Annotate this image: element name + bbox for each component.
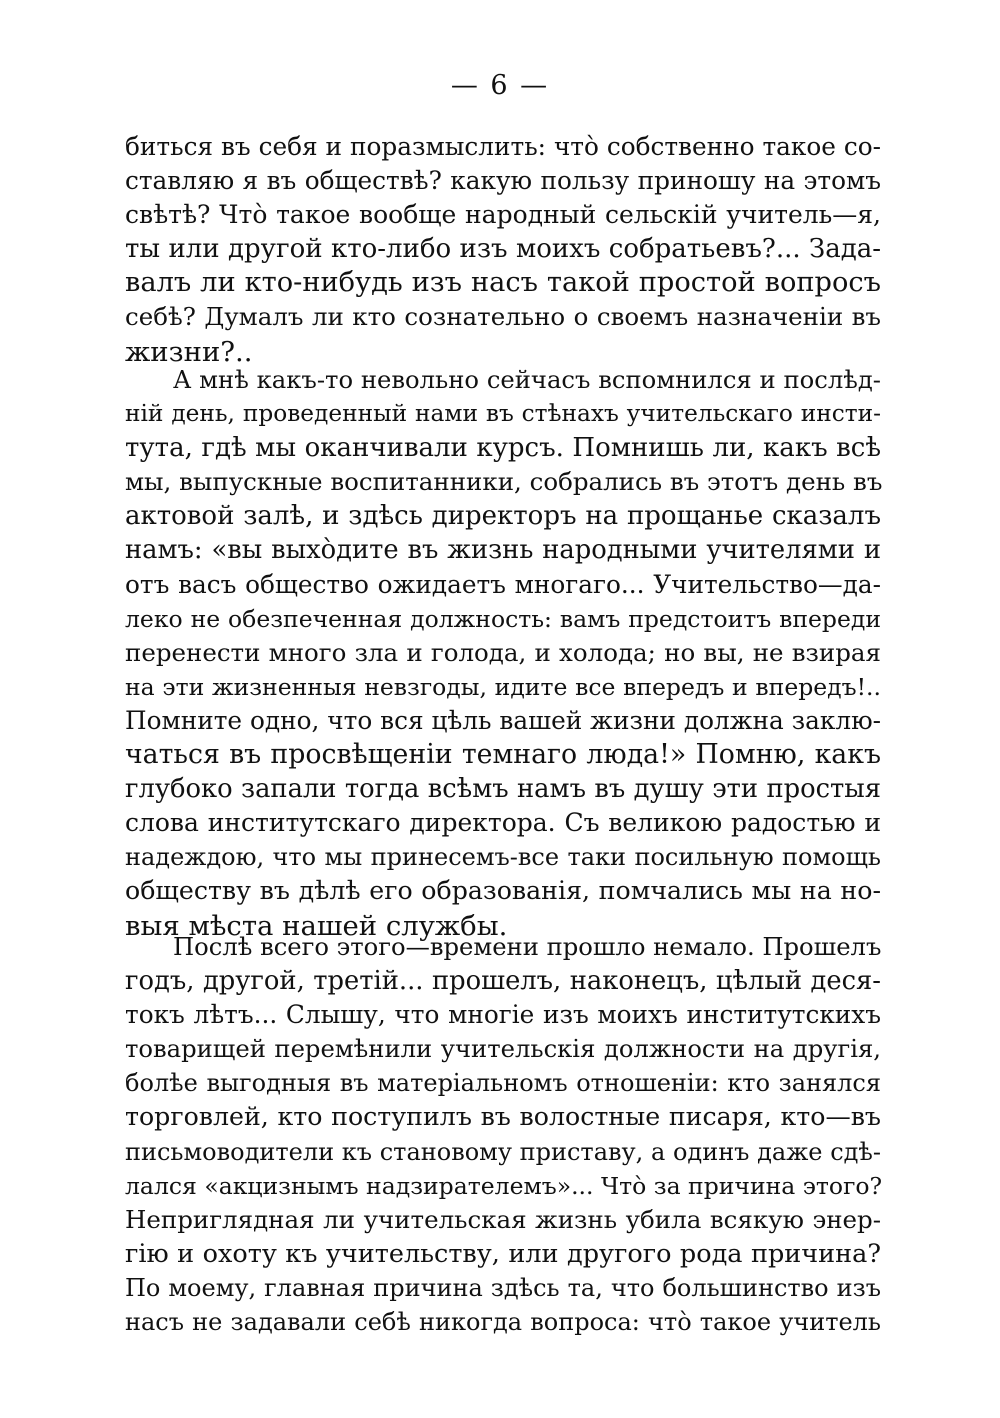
paragraph-2 <box>125 363 881 943</box>
text-line: По моему, главная причина здѣсь та, что большинство изъ <box>125 1273 881 1302</box>
text-line: письмоводители къ становому приставу, а одинъ даже сдѣ- <box>125 1137 881 1166</box>
text-line: себѣ? Думалъ ли кто сознательно о своемъ назначеніи въ <box>125 302 881 332</box>
text-line: биться въ себя и поразмыслить: что̀ собственно такое со- <box>125 132 881 161</box>
text-line: выя мѣста нашей службы. <box>125 909 508 942</box>
page-number: — 6 — <box>450 70 550 101</box>
text-line: Неприглядная ли учительская жизнь убила всякую энер- <box>125 1204 881 1234</box>
text-line: валъ ли кто-нибудь изъ насъ такой простой вопросъ <box>125 267 881 299</box>
text-line: обществу въ дѣлѣ его образованія, помчались мы на но- <box>125 876 881 906</box>
text-line: годъ, другой, третій... прошелъ, наконецъ, цѣлый деся- <box>125 966 881 997</box>
text-line: тута, гдѣ мы оканчивали курсъ. Помнишь ли, какъ всѣ <box>125 433 881 464</box>
text-line: Помните одно, что вся цѣль вашей жизни должна заклю- <box>125 705 881 735</box>
text-line: глубоко запали тогда всѣмъ намъ въ душу эти простыя <box>125 774 881 805</box>
text-line: слова институтскаго директора. Съ великою радостью и <box>125 808 881 838</box>
text-line: на эти жизненныя невзгоды, идите все впередъ и впередъ!.. <box>125 672 881 701</box>
text-line: ній день, проведенный нами въ стѣнахъ учительскаго инсти- <box>125 400 881 428</box>
paragraph-3 <box>125 930 881 1339</box>
text-line: гію и охоту къ учительству, или другого рода причина? <box>125 1238 881 1269</box>
text-line: перенести много зла и голода, и холода; но вы, не взирая <box>125 637 881 667</box>
text-line: болѣе выгодныя въ матеріальномъ отношеніи: кто занялся <box>125 1069 881 1098</box>
text-line: ты или другой кто-либо изъ моихъ собратьевъ?... Зада- <box>125 234 881 265</box>
text-line: актовой залѣ, и здѣсь директоръ на прощанье сказалъ <box>125 501 881 532</box>
text-line: А мнѣ какъ-то невольно сейчасъ вспомнился и послѣд- <box>173 365 881 394</box>
text-line: лался «акцизнымъ надзирателемъ»... Что̀ за причина этого? <box>125 1171 883 1200</box>
text-line: ставляю я въ обществѣ? какую пользу приношу на этомъ <box>125 166 881 196</box>
text-line: Послѣ всего этого—времени прошло немало. Прошелъ <box>173 932 882 961</box>
text-line: чаться въ просвѣщеніи темнаго люда!» Помню, какъ <box>125 739 881 771</box>
text-line: мы, выпускные воспитанники, собрались въ этотъ день въ <box>125 467 883 497</box>
text-line: надеждою, что мы принесемъ-все таки посильную помощь <box>125 843 881 872</box>
text-line: токъ лѣтъ... Слышу, что многіе изъ моихъ институтскихъ <box>125 1000 881 1030</box>
text-line: свѣтѣ? Что̀ такое вообще народный сельскій учитель—я, <box>125 200 881 230</box>
text-line: торговлей, кто поступилъ въ волостные писаря, кто—въ <box>125 1102 881 1132</box>
text-line: леко не обезпеченная должность: вамъ предстоитъ впереди <box>125 604 881 633</box>
text-line: товарищей перемѣнили учительскія должности на другія, <box>125 1034 881 1064</box>
text-line: намъ: «вы выхо̀дите въ жизнь народными учителями и <box>125 535 881 566</box>
text-line: жизни?.. <box>125 335 253 368</box>
paragraph-1 <box>125 130 881 369</box>
text-line: насъ не задавали себѣ никогда вопроса: что̀ такое учитель <box>125 1308 881 1337</box>
text-line: отъ васъ общество ожидаетъ многаго... Учительство—да- <box>125 569 881 599</box>
